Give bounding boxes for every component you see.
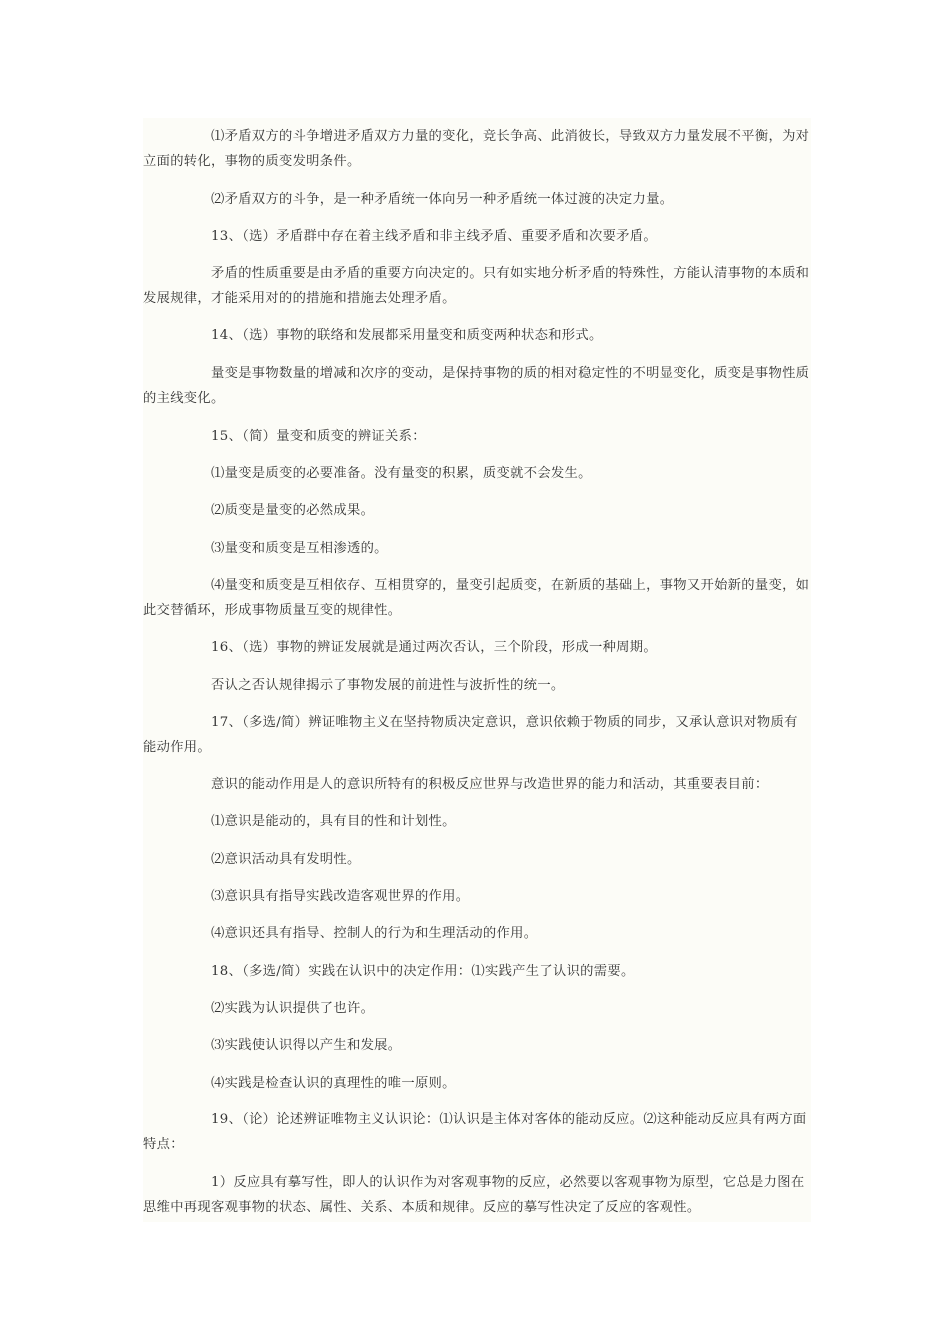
paragraph-item-18-point-2: ⑵实践为认识提供了也许。: [211, 1001, 375, 1016]
paragraph-item-18: 18、（多选/简）实践在认识中的决定作用：⑴实践产生了认识的需要。: [211, 964, 635, 979]
paragraph-item-15-point-4: ⑷量变和质变是互相依存、互相贯穿的，量变引起质变，在新质的基础上，事物又开始新的量变，如此交替循环，形成事物质量互变的规律性。: [143, 578, 810, 618]
paragraph-item-17-point-4: ⑷意识还具有指导、控制人的行为和生理活动的作用。: [211, 926, 538, 941]
paragraph-item-19-point-1: 1）反应具有摹写性，即人的认识作为对客观事物的反应，必然要以客观事物为原型，它总是力图在思维中再现客观事物的状态、属性、关系、本质和规律。反应的摹写性决定了反应的客观性。: [143, 1175, 805, 1215]
paragraph-contradiction-struggle-2: ⑵矛盾双方的斗争，是一种矛盾统一体向另一种矛盾统一体过渡的决定力量。: [211, 192, 674, 207]
paragraph-item-17-point-2: ⑵意识活动具有发明性。: [211, 852, 361, 867]
paragraph-item-16: 16、（选）事物的辨证发展就是通过两次否认，三个阶段，形成一种周期。: [211, 640, 657, 655]
text-body: [143, 118, 811, 1222]
paragraph-item-17-point-3: ⑶意识具有指导实践改造客观世界的作用。: [211, 889, 470, 904]
paragraph-item-17-detail: 意识的能动作用是人的意识所特有的积极反应世界与改造世界的能力和活动，其重要表目前：: [211, 777, 769, 792]
paragraph-item-14-detail: 量变是事物数量的增减和次序的变动，是保持事物的质的相对稳定性的不明显变化，质变是事物性质的主线变化。: [143, 366, 810, 406]
paragraph-item-17-point-1: ⑴意识是能动的，具有目的性和计划性。: [211, 814, 456, 829]
paragraph-item-13-detail: 矛盾的性质重要是由矛盾的重要方向决定的。只有如实地分析矛盾的特殊性，方能认清事物的本质和发展规律，才能采用对的的措施和措施去处理矛盾。: [143, 266, 810, 306]
paragraph-item-16-detail: 否认之否认规律揭示了事物发展的前进性与波折性的统一。: [211, 678, 565, 693]
paragraph-item-18-point-3: ⑶实践使认识得以产生和发展。: [211, 1038, 402, 1053]
paragraph-item-15: 15、（简）量变和质变的辨证关系：: [211, 429, 426, 444]
paragraph-item-15-point-3: ⑶量变和质变是互相渗透的。: [211, 541, 388, 556]
paragraph-item-19: 19、（论）论述辨证唯物主义认识论：⑴认识是主体对客体的能动反应。⑵这种能动反应具有两方面特点：: [143, 1112, 807, 1152]
paragraph-item-17: 17、（多选/简）辨证唯物主义在坚持物质决定意识，意识依赖于物质的同步，又承认意识对物质有能动作用。: [143, 715, 798, 755]
paragraph-item-13: 13、（选）矛盾群中存在着主线矛盾和非主线矛盾、重要矛盾和次要矛盾。: [211, 229, 657, 244]
paragraph-item-15-point-1: ⑴量变是质变的必要准备。没有量变的积累，质变就不会发生。: [211, 466, 592, 481]
paragraph-contradiction-struggle-1: ⑴矛盾双方的斗争增进矛盾双方力量的变化，竞长争高、此消彼长，导致双方力量发展不平衡，为对立面的转化，事物的质变发明条件。: [143, 129, 810, 169]
paragraph-item-18-point-4: ⑷实践是检查认识的真理性的唯一原则。: [211, 1076, 456, 1091]
paragraph-item-15-point-2: ⑵质变是量变的必然成果。: [211, 503, 375, 518]
paragraph-item-14: 14、（选）事物的联络和发展都采用量变和质变两种状态和形式。: [211, 328, 603, 343]
